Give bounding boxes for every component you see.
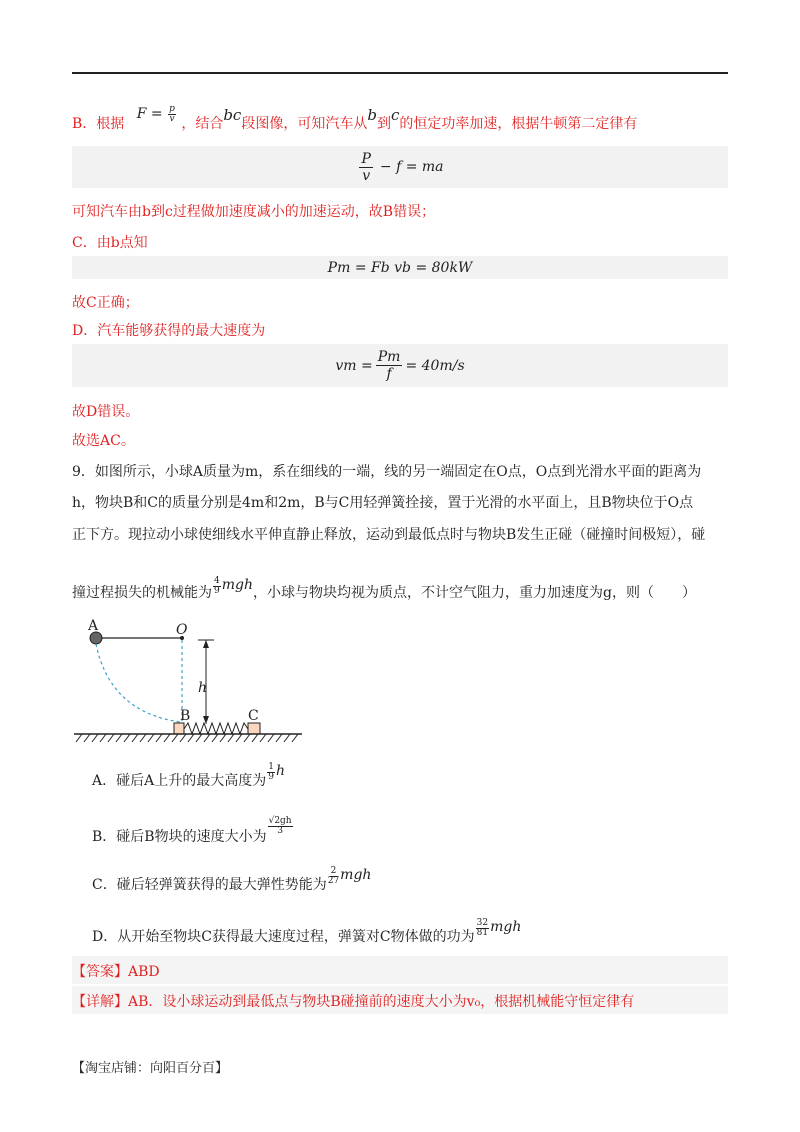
footer-store: 【淘宝店铺：向阳百分百】 (72, 1061, 229, 1076)
selection: 故选AC。 (72, 433, 135, 449)
b-conclusion: 可知汽车由b到c过程做加速度减小的加速运动，故B错误； (72, 204, 436, 220)
mgh-symbol: mgh (221, 577, 253, 593)
physics-diagram (70, 612, 310, 747)
vm-rhs: = 40m/s (405, 357, 465, 374)
option-d-frac (476, 919, 489, 938)
formula-rest: − f = ma (379, 159, 444, 175)
pm-num: Pm (377, 349, 401, 365)
option-c-explanation: C．由b点知 (72, 235, 148, 251)
q9-line-1: 9．如图所示，小球A质量为m，系在细线的一端，线的另一端固定在O点，O点到光滑水平面的距离为 (72, 464, 702, 480)
option-c-text: C．碰后轻弹簧获得的最大弹性势能为 (92, 877, 327, 893)
q9-l4-start: 撞过程损失的机械能为 (72, 585, 212, 601)
detail-text: 【详解】AB．设小球运动到最低点与物块B碰撞前的速度大小为v₀，根据机械能守恒定律有 (72, 994, 635, 1010)
c-symbol: c (390, 106, 400, 124)
answer-text: 【答案】ABD (72, 964, 160, 980)
option-a (92, 762, 285, 792)
swing-arc (96, 644, 180, 722)
c-var: mgh (340, 867, 372, 883)
c-num: 2 (330, 866, 337, 877)
option-b (92, 816, 294, 848)
q9-line-4 (72, 576, 696, 604)
d-conclusion: 故D错误。 (72, 404, 140, 420)
frac-den: v (362, 167, 371, 184)
four-ninths (213, 577, 221, 596)
frac-num: P (361, 150, 371, 167)
b-num: √2gh (268, 816, 292, 827)
spring (184, 723, 248, 734)
b-den: 3 (277, 826, 283, 837)
label-b: B．根据 (72, 116, 125, 132)
p-over-v (168, 105, 176, 124)
pm-over-f (376, 349, 403, 382)
ground-hatch (76, 734, 298, 742)
label-h: h (198, 680, 208, 696)
label-a: A (88, 618, 99, 634)
eq-symbol: = (150, 106, 163, 122)
d-num: 32 (476, 918, 489, 929)
option-a-frac (267, 763, 275, 782)
option-b-frac (268, 817, 293, 836)
option-b-explanation (72, 103, 638, 134)
p-over-v-frac (359, 151, 372, 184)
bc-symbol: bc (223, 106, 242, 124)
a-num: 1 (268, 762, 274, 773)
d-den: 81 (476, 928, 489, 939)
option-d-text: D．从开始至物块C获得最大速度过程，弹簧对C物体做的功为 (92, 929, 475, 945)
q9-l4-end: ，小球与物块均视为质点，不计空气阻力，重力加速度为g，则（ ） (253, 585, 696, 601)
text-combine: ，结合 (181, 116, 224, 132)
d-var: mgh (490, 919, 522, 935)
q9-line-2: h，物块B和C的质量分别是4m和2m，B与C用轻弹簧拴接，置于光滑的水平面上，且B物块位于O点 (72, 495, 694, 511)
option-b-text: B．碰后B物块的速度大小为 (92, 829, 267, 845)
to-text: 到 (376, 116, 391, 132)
formula-box-1 (72, 146, 728, 188)
formula-pm: Pm = Fb vb = 80kW (327, 259, 473, 276)
option-c-frac (328, 867, 339, 886)
label-c: C (248, 708, 259, 724)
c-conclusion: 故C正确； (72, 295, 139, 311)
answer-strip (72, 956, 728, 984)
block-b (174, 723, 184, 734)
option-d-explanation: D．汽车能够获得的最大速度为 (72, 323, 266, 339)
vm-lhs: vm = (335, 357, 373, 374)
formula-box-2 (72, 256, 728, 279)
f-symbol: F (136, 106, 147, 122)
text-car-from: 段图像，可知汽车从 (241, 116, 368, 132)
option-c (92, 866, 372, 896)
q9-line-3: 正下方。现拉动小球使细线水平伸直静止释放，运动到最低点时与物块B发生正碰（碰撞时间极短），碰 (72, 527, 706, 543)
f-den: f (386, 366, 392, 382)
c-den: 27 (327, 876, 340, 887)
option-a-text: A．碰后A上升的最大高度为 (92, 773, 267, 789)
frac-4: 4 (214, 576, 220, 587)
text-newton: 的恒定功率加速，根据牛顿第二定律有 (399, 116, 638, 132)
formula-box-3 (72, 344, 728, 387)
block-c (248, 723, 260, 734)
frac-9: 9 (214, 586, 220, 597)
a-den: 9 (268, 772, 274, 783)
option-d (92, 918, 522, 948)
a-var: h (275, 763, 285, 779)
formula-f (136, 103, 182, 124)
b-symbol: b (367, 106, 377, 124)
label-o: O (176, 622, 188, 638)
header-rule (72, 72, 728, 74)
v-den: v (169, 113, 175, 124)
h-arrow-up (203, 640, 209, 648)
label-b: B (180, 708, 191, 724)
p-num: p (169, 103, 175, 114)
